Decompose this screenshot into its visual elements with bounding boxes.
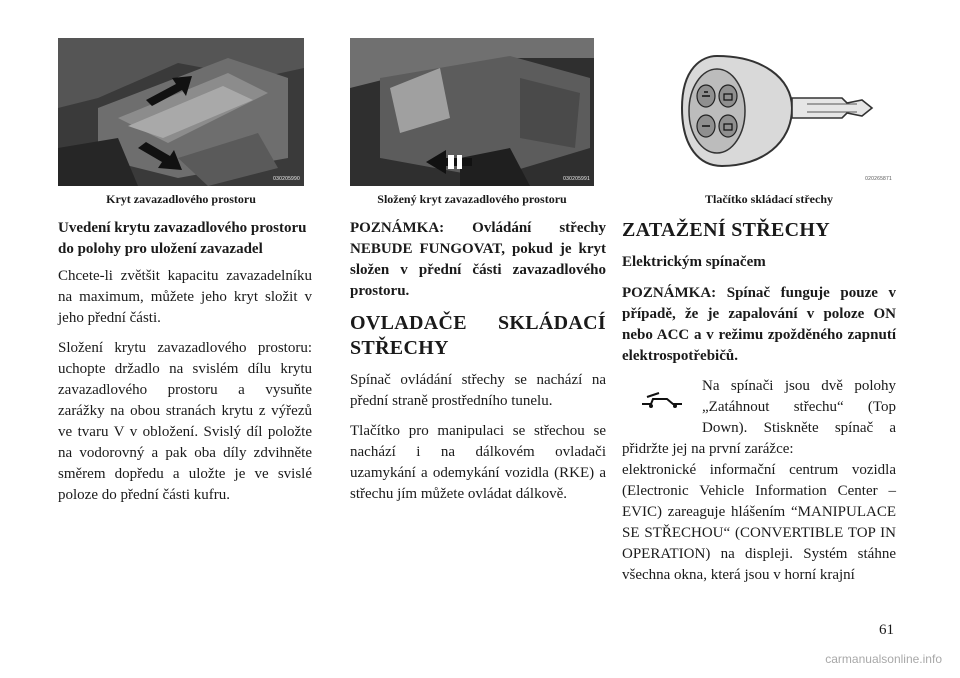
figure-caption: Tlačítko skládací střechy [705,192,833,206]
remote-key-illustration [642,38,896,186]
convertible-top-down-icon [622,376,702,424]
paragraph: Spínač ovládání střechy se nachází na přední straně prostředního tunelu. [350,372,606,409]
figure-caption: Kryt zavazadlového prostoru [106,192,256,206]
folded-cover-illustration [350,38,594,186]
trunk-cover-photo [58,38,304,186]
watermark: carmanualsonline.info [825,652,942,666]
page-number: 61 [879,622,894,638]
section-heading: ZATAŽENÍ STŘECHY [622,219,830,241]
note: POZNÁMKA: Spínač funguje pouze v případě, že je zapalování v poloze ON nebo ACC a v režimu zpožděného zapnutí elektrospotřebičů. [622,285,896,364]
right-column [622,218,896,595]
section-heading: Uvedení krytu zavazadlového prostoru do polohy pro uložení zavazadel [58,220,307,257]
paragraph: Tlačítko pro manipulaci se střechou se nachází i na dálkovém ovladači uzamykání a odemykání vozidla (RKE) a střechu jím můžete ovládat dálkově. [350,423,606,502]
left-column [58,218,312,515]
trunk-cover-illustration [58,38,304,186]
figure-id: 030205991 [563,176,590,182]
key-fob-icon [642,38,896,186]
figure-id: 020265871 [865,176,892,182]
figure-caption: Složený kryt zavazadlového prostoru [377,192,567,206]
paragraph: elektronické informační centrum vozidla (Electronic Vehicle Information Center – EVIC) zareaguje hlášením “MANIPULACE SE STŘECHOU“ (CONVERTIBLE TOP IN OPERATION) na displeji. Systém stáhne všechna okna, která jsou v horní krajní [622,462,896,583]
paragraph: Chcete-li zvětšit kapacitu zavazadelníku na maximum, můžete jeho kryt složit v jeho přední části. [58,268,312,326]
section-heading: OVLADAČE SKLÁDACÍ STŘECHY [350,312,606,359]
subheading: Elektrickým spínačem [622,254,766,270]
figure-id: 030205990 [273,176,300,182]
folded-trunk-cover-photo [350,38,594,186]
note: POZNÁMKA: Ovládání střechy NEBUDE FUNGOVAT, pokud je kryt složen v přední části zavazadlového prostoru. [350,220,606,299]
middle-column [350,218,606,514]
paragraph: Na spínači jsou dvě polohy „Zatáhnout střechu“ (Top Down). Stiskněte spínač a přidržte jej na první zarážce: [622,378,896,457]
paragraph: Složení krytu zavazadlového prostoru: uchopte držadlo na svislém dílu krytu zavazadlového prostoru a vysuňte zarážky na obou stranách krytu z výřezů ve tvaru V v obložení. Svislý díl položte na vodorovný a pak oba díly zdvihněte směrem dopředu a uložte je ve svislé poloze do přední části kufru. [58,340,312,503]
